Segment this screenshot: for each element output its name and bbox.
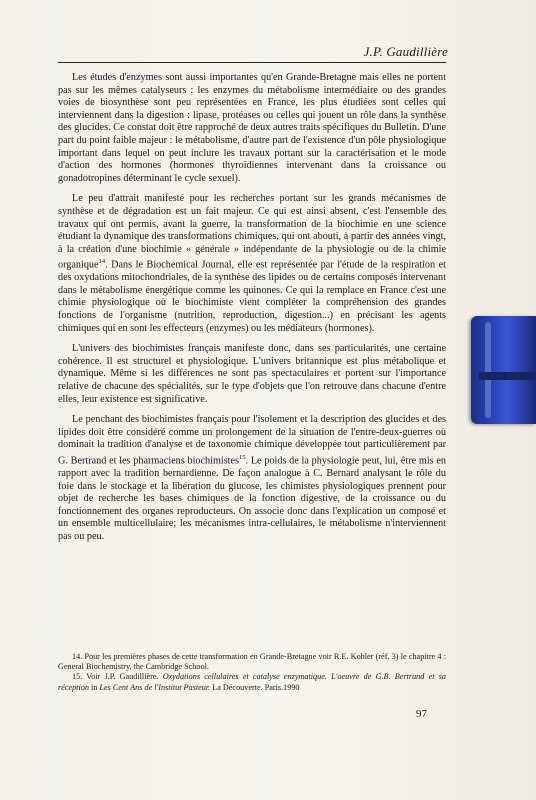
page-number: 97 bbox=[416, 708, 427, 720]
paragraph-2-text-b: . Dans le Biochemical Journal, elle est représentée par l'étude de la respiration et des oxydations mitochondriales, de la synthèse des lipides ou de certains composés intervenant dans le métabolisme énergétique comme les quinones. Ce qui la remplace en France c'est une chimie physiologique où le biochimiste vient compléter la compréhension des grandes fonctions de l'organisme (nutrition, reproduction, digestion...) en précisant les agents chimiques qui en sont les effecteurs (enzymes) ou les médiateurs (hormones). bbox=[58, 259, 446, 334]
footnote-15-in: in bbox=[90, 682, 98, 692]
footnote-ref-15[interactable]: 15 bbox=[239, 454, 246, 462]
header-rule bbox=[58, 62, 446, 63]
binder-clip-notch bbox=[479, 372, 536, 380]
paragraph-4 bbox=[58, 414, 446, 543]
main-text bbox=[58, 72, 446, 552]
footnote-15-prefix: 15. Voir J.P. Gaudillière. bbox=[72, 672, 159, 682]
paragraph-1: Les études d'enzymes sont aussi importantes qu'en Grande-Bretagne mais elles ne portent pas sur les mêmes catalyseurs : les enzymes du métabolisme intermédiaire ou des grandes voies de biosynthèse sont peu représentées en France, les plus étudiées sont celles qui interviennent dans la digestion : lipase, protéases ou celles qui jouent un rôle dans la synthèse des glucides. Ce constat doit être rapproché de deux autres traits spécifiques du Bulletin. D'une part du point faible majeur : le métabolisme, d'autre part de l'existence d'un pôle physiologique important dans lequel on peut inclure les travaux portant sur la caractérisation et le mode d'action des hormones (hormones thyroïdiennes intervenant dans la croissance ou gonadotropines déterminant le cycle sexuel). bbox=[58, 72, 446, 184]
running-head: J.P. Gaudillière bbox=[363, 44, 448, 59]
footnote-15-suffix: La Découverte. Paris.1990 bbox=[212, 682, 300, 692]
footnote-15 bbox=[58, 672, 446, 692]
paragraph-3: L'univers des biochimistes français manifeste donc, dans ses particularités, une certaine cohérence. Il est structurel et physiologique. L'univers britannique est plus métabolique et dynamique. Même si les différences ne sont pas spectaculaires et portent sur l'importance relative de chacune des spécialités, sur le type d'objets que l'on retrouve dans chacune d'entre elles, leur existence est significative. bbox=[58, 343, 446, 405]
binder-clip-highlight bbox=[485, 322, 491, 418]
paragraph-2 bbox=[58, 193, 446, 335]
paragraph-2-text-a: Le peu d'attrait manifesté pour les recherches portant sur les grands mécanismes de synthèse et de dégradation est un fait majeur. Ce qui est ainsi absent, c'est l'ensemble des travaux qui ont permis, avant la guerre, la transformation de la biochimie en une science étudiant la dynamique des transformations chimiques, qui ont abouti, à partir des années vingt, à la création d'une biochimie « générale » indépendante de la physiologie ou de la chimie organique bbox=[58, 193, 446, 271]
paragraph-4-text-b: . Le poids de la physiologie peut, lui, être mis en rapport avec la tradition bernardienne. De façon analogue à C. Bernard analysant le rôle du foie dans le stockage et la libération du glucose, les chimistes physiologiques prennent pour objet de recherche les bases chimiques de la fonction digestive, de la croissance ou du fonctionnement des organes reproducteurs. On associe donc dans l'explication un composé et un ensemble multicellulaire; les mécanismes intra-cellulaires, le métabolisme n'interviennent pas ou peu. bbox=[58, 455, 446, 542]
footnotes bbox=[58, 652, 446, 693]
footnote-15-book: Les Cent Ans de l'Institut Pasteur. bbox=[99, 682, 211, 692]
paragraph-4-text-a: Le penchant des biochimistes français pour l'isolement et la description des glucides et des lipides doit être considéré comme un prolongement de la situation de l'entre-deux-guerres où dominait la tradition d'analyse et de taxonomie chimique développée tout particulièrement par G. Bertrand et les pharmaciens biochimistes bbox=[58, 414, 446, 467]
footnote-14: 14. Pour les premières phases de cette transformation en Grande-Bretagne voir R.E. Kohler (réf. 3) le chapitre 4 : General Biochemistry, the Cambridge School. bbox=[58, 652, 446, 672]
footnote-15-title: Oxydations cellulaires et catalyse enzymatique. L'oeuvre de G.B. Bertrand et sa réception bbox=[58, 672, 447, 692]
footnote-ref-14[interactable]: 14 bbox=[98, 258, 106, 266]
binder-clip bbox=[471, 316, 536, 424]
